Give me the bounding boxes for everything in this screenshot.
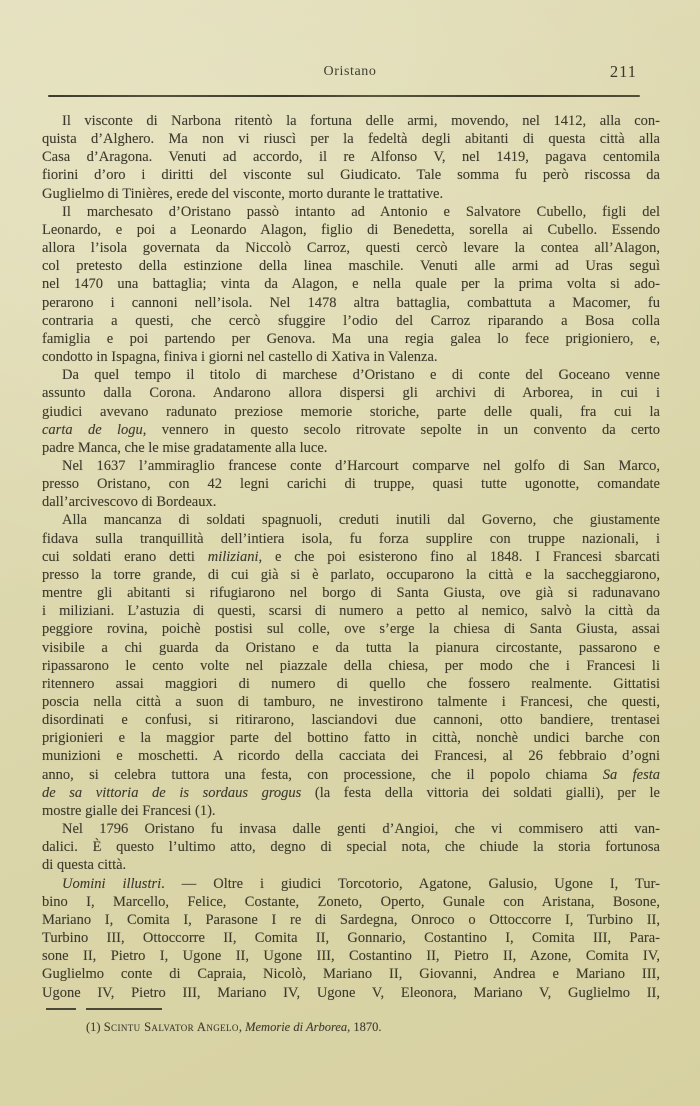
text-segment: Nel 1637 l’ammiraglio francese conte d’Harcourt comparve nel golfo di San Marco,	[62, 457, 660, 474]
text-line	[42, 185, 660, 203]
text-line	[42, 620, 660, 638]
text-line	[42, 493, 660, 511]
text-segment: dalici. È questo l’ultimo atto, degno di special nota, che chiude la storia fortunosa	[42, 839, 660, 856]
text-line	[42, 693, 660, 711]
text-segment: quista d’Alghero. Ma non vi riuscì per la fedeltà degli abitanti di questa città alla	[42, 131, 660, 148]
text-segment: prigionieri e la maggior parte del bottino fatto in città, nonchè undici barche con	[42, 730, 660, 747]
text-segment: presso Oristano, con 42 legni carichi di truppe, quasi tutte ugonotte, comandate	[42, 476, 660, 493]
text-line	[42, 820, 660, 838]
text-line	[42, 566, 660, 584]
text-segment: ripassarono le cento volte nel piazzale della chiesa, per modo che i Francesi li	[42, 657, 660, 674]
text-segment: Nel 1796 Oristano fu invasa dalle genti d’Angioi, che vi commisero atti van-	[62, 821, 660, 838]
text-line	[42, 257, 660, 275]
running-title: Oristano	[323, 64, 377, 79]
page-number: 211	[609, 62, 637, 81]
text-segment: contraria a questi, che cercò sfuggire l’odio del Carroz riparando a Bosa colla	[42, 312, 660, 329]
text-segment: Turbino III, Ottoccorre II, Comita II, Gonnario, Costantino I, Comita III, Para-	[42, 930, 660, 947]
text-segment: (la festa della vittoria dei soldati gialli), per le	[301, 784, 660, 801]
text-segment: Il marchesato d’Oristano passò intanto ad Antonio e Salvatore Cubello, figli del	[62, 203, 660, 220]
text-line	[42, 457, 660, 475]
text-segment: Uomini illustri	[62, 875, 162, 892]
text-line	[42, 366, 660, 384]
text-segment: presso la torre grande, di cui già si è parlato, occuparono la città e la saccheggiarono,	[42, 566, 660, 583]
text-segment: de sa vittoria de is sordaus grogus	[42, 784, 302, 801]
text-segment: sone II, Pietro I, Ugone II, Ugone III, Costantino II, Pietro II, Azone, Comita IV,	[42, 948, 660, 965]
text-segment: Casa d’Aragona. Venuti ad accordo, il re Alfonso V, nel 1419, pagava centomila	[42, 149, 660, 166]
text-segment: Scintu Salvator Angelo	[103, 1020, 239, 1034]
text-segment: mostre gialle dei Francesi (1).	[42, 802, 216, 819]
text-segment: nel 1470 una battaglia; vinta da Alagon, e nella quale per la prima volta si ado-	[42, 276, 660, 293]
text-line	[42, 838, 660, 856]
text-segment: , 1870.	[347, 1020, 382, 1034]
text-segment: Mariano I, Comita I, Parasone I re di Sardegna, Onroco o Ottoccorre I, Turbino II,	[42, 911, 660, 928]
text-segment: anno, si celebra tuttora una festa, con processione, che il popolo chiama	[42, 766, 603, 783]
text-segment: Ugone IV, Pietro III, Mariano IV, Ugone V, Eleonora, Mariano V, Guglielmo II,	[42, 984, 660, 1001]
text-segment: poscia nella città a suon di tamburo, ne investirono talmente i Francesi, che questi,	[42, 694, 660, 710]
text-segment: dall’arcivescovo di Bordeaux.	[42, 494, 217, 511]
text-segment: mentre gli abitanti si rifugiarono nel borgo di Santa Giusta, ove già si radunavano	[42, 585, 660, 602]
text-line	[42, 893, 660, 911]
text-line	[42, 384, 660, 402]
text-segment: Alla mancanza di soldati spagnuoli, creduti inutili dal Governo, che giustamente	[62, 512, 660, 529]
text-line	[42, 112, 660, 130]
text-line	[42, 784, 660, 802]
text-segment: peggiore rovina, poichè postisi sul colle, ove s’erge la chiesa di Santa Giusta, assai	[42, 621, 660, 638]
footnote	[42, 1019, 660, 1035]
text-segment: padre Manca, che le mise gradatamente alla luce.	[42, 439, 328, 456]
text-line	[42, 511, 660, 529]
text-line	[42, 203, 660, 221]
text-segment: ,	[238, 1020, 246, 1034]
text-segment: Il visconte di Narbona ritentò la fortuna delle armi, movendo, nel 1412, alla con-	[62, 113, 660, 129]
text-segment: Da quel tempo il titolo di marchese d’Oristano e di conte del Goceano venne	[62, 367, 660, 384]
text-segment: fiorini d’oro i diritti del visconte sul Giudicato. Tale somma fu però riscossa da	[42, 167, 660, 184]
text-line	[42, 421, 660, 439]
text-line	[42, 166, 660, 184]
text-line	[42, 729, 660, 747]
header-rule	[48, 95, 640, 97]
text-line	[42, 856, 660, 874]
text-line	[42, 148, 660, 166]
text-segment: visibile a chi guarda da Oristano e da tutta la pianura circostante, passarono e	[42, 639, 660, 656]
text-segment: Memorie di Arborea	[245, 1020, 348, 1034]
text-line	[42, 294, 660, 312]
text-line	[42, 929, 660, 947]
text-line	[42, 130, 660, 148]
text-segment: miliziani	[207, 548, 259, 565]
text-segment: Guglielmo conte di Capraia, Nicolò, Mariano II, Giovanni, Andrea e Mariano III,	[42, 966, 660, 983]
text-line	[42, 348, 660, 366]
text-line	[42, 221, 660, 239]
text-segment: cui soldati erano detti	[42, 548, 208, 565]
text-segment: famiglia e poi partendo per Genova. Ma una regia galea lo fece prigioniero, e,	[42, 330, 660, 347]
text-segment: i miliziani. L’astuzia di questi, scarsi di numero a petto al nemico, salvò la città da	[42, 603, 660, 620]
footnote-rule	[46, 1008, 162, 1010]
text-segment: col pretesto della estinzione della linea maschile. Venuti alle armi ad Uras seguì	[42, 258, 660, 275]
page-header	[0, 64, 700, 86]
text-line	[42, 602, 660, 620]
text-segment: allora l’isola governata da Niccolò Carroz, questi cercò levare la contea all’Alagon,	[42, 240, 660, 257]
text-segment: Sa festa	[602, 766, 660, 783]
text-segment: , e che poi esisterono fino al 1848. I Francesi sbarcati	[258, 548, 660, 565]
text-segment: giudici avevano radunato preziose memorie storiche, parte delle quali, fra cui la	[42, 403, 660, 420]
text-line	[42, 766, 660, 784]
text-line	[42, 711, 660, 729]
text-line	[42, 875, 660, 893]
text-segment: carta de logu	[42, 421, 143, 438]
text-segment: disordinati e confusi, si ritirarono, lasciandovi due cannoni, otto bandiere, trentasei	[42, 712, 660, 729]
text-segment: . — Oltre i giudici Torcotorio, Agatone, Galusio, Ugone I, Tur-	[161, 875, 660, 892]
text-line	[42, 239, 660, 257]
text-line	[42, 403, 660, 421]
text-line	[42, 475, 660, 493]
text-segment: Guglielmo di Tinières, erede del visconte, morto durante le trattative.	[42, 185, 444, 202]
text-line	[42, 312, 660, 330]
text-line	[42, 747, 660, 765]
text-line	[42, 439, 660, 457]
text-line	[42, 548, 660, 566]
text-block	[42, 112, 660, 1002]
text-segment: fidava sulla tranquillità dell’intiera isola, fu forza supplire con truppe nazionali, i	[42, 530, 660, 547]
text-segment: , vennero in questo secolo ritrovate sepolte in un convento da certo	[142, 421, 660, 438]
text-segment: munizioni e moschetti. A ricordo della cacciata dei Francesi, al 26 febbraio d’ogni	[42, 748, 660, 765]
text-segment: assunto dalla Corona. Andarono allora dispersi gli archivi di Arborea, in cui i	[42, 385, 660, 402]
text-line	[42, 657, 660, 675]
text-line	[42, 530, 660, 548]
text-segment: Leonardo, e poi a Leonardo Alagon, figlio di Benedetta, sorella ai Cubello. Essendo	[42, 221, 660, 238]
text-line	[42, 275, 660, 293]
text-segment: di questa città.	[42, 857, 127, 874]
text-line	[42, 911, 660, 929]
text-segment: ritennero assai maggiori di numero di quello che fossero realmente. Gittatisi	[42, 675, 660, 692]
text-segment: perarono i cannoni nell’isola. Nel 1478 altra battaglia, combattuta a Macomer, fu	[42, 294, 660, 311]
text-line	[42, 584, 660, 602]
text-line	[42, 330, 660, 348]
text-segment: bino I, Marcello, Felice, Costante, Zoneto, Operto, Gunale con Aristana, Bosone,	[42, 893, 660, 910]
text-line	[42, 965, 660, 983]
text-segment: (1)	[86, 1020, 104, 1034]
text-line	[42, 675, 660, 693]
text-line	[42, 947, 660, 965]
text-line	[42, 984, 660, 1002]
text-line	[42, 639, 660, 657]
text-line	[42, 802, 660, 820]
text-segment: condotto in Ispagna, finiva i giorni nel castello di Xativa in Valenza.	[42, 349, 438, 366]
